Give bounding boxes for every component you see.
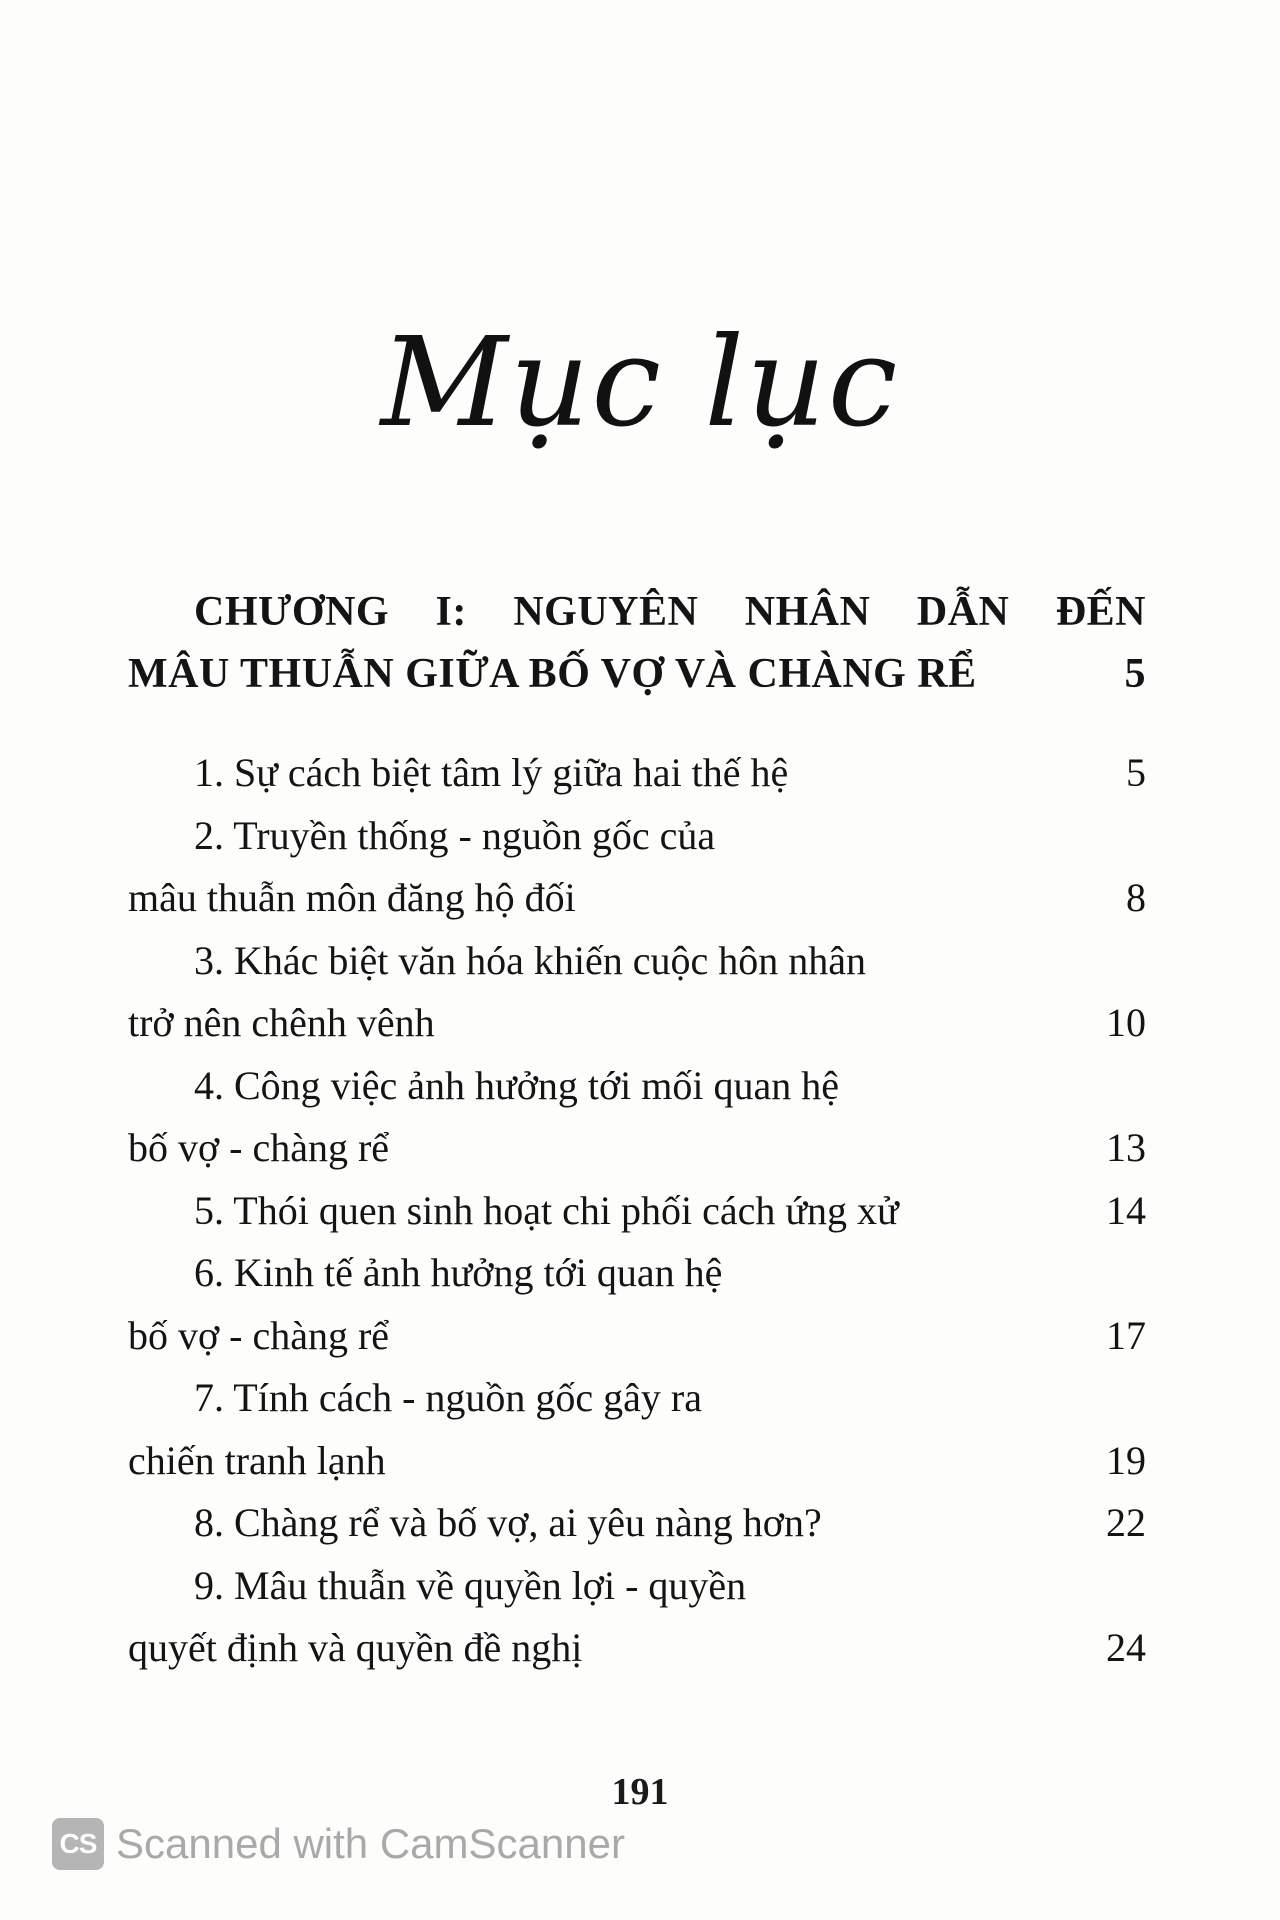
toc-entry-page: 17 bbox=[1106, 1312, 1146, 1358]
toc-entry-text: mâu thuẫn môn đăng hộ đối bbox=[128, 875, 576, 920]
toc-entry bbox=[128, 930, 1146, 993]
camscanner-logo-icon: CS bbox=[52, 1818, 104, 1870]
toc-entry-page: 19 bbox=[1106, 1437, 1146, 1483]
toc-entry-text: 9. Mâu thuẫn về quyền lợi - quyền bbox=[194, 1562, 747, 1608]
toc-entry-text: 6. Kinh tế ảnh hưởng tới quan hệ bbox=[194, 1250, 723, 1295]
toc-entry-text: bố vợ - chàng rể bbox=[128, 1125, 390, 1170]
chapter-heading-line1: CHƯƠNG I: NGUYÊN NHÂN DẪN ĐẾN bbox=[194, 589, 1146, 635]
chapter-heading-text: MÂU THUẪN GIỮA BỐ VỢ VÀ CHÀNG RỂ bbox=[128, 651, 977, 697]
toc-entry bbox=[128, 742, 1146, 805]
page-number: 191 bbox=[611, 1771, 669, 1813]
toc-entry-page: 8 bbox=[1126, 875, 1146, 920]
toc-entry-text: 2. Truyền thống - nguồn gốc của bbox=[194, 812, 716, 858]
toc-entry bbox=[128, 1492, 1146, 1555]
toc-entry-continuation bbox=[128, 1617, 1146, 1680]
toc-entry-page: 24 bbox=[1106, 1625, 1146, 1670]
toc-entry bbox=[128, 1180, 1146, 1243]
toc-entry-page: 14 bbox=[1106, 1187, 1146, 1233]
watermark-text: Scanned with CamScanner bbox=[116, 1820, 625, 1867]
toc-entry-page: 13 bbox=[1106, 1125, 1146, 1170]
toc-entry-text: 7. Tính cách - nguồn gốc gây ra bbox=[194, 1375, 702, 1420]
chapter-heading-line2 bbox=[128, 642, 1146, 706]
toc-entry-text: quyết định và quyền đề nghị bbox=[128, 1625, 583, 1670]
toc-entry-text: 1. Sự cách biệt tâm lý giữa hai thế hệ bbox=[194, 750, 789, 795]
toc-entry-page: 10 bbox=[1106, 1000, 1146, 1045]
toc-entry-text: chiến tranh lạnh bbox=[128, 1437, 386, 1483]
toc-entry-text: 3. Khác biệt văn hóa khiến cuộc hôn nhân bbox=[194, 937, 867, 983]
camscanner-watermark bbox=[52, 1818, 625, 1870]
toc-entry-continuation bbox=[128, 1117, 1146, 1180]
toc-entry-text: 5. Thói quen sinh hoạt chi phối cách ứng xử bbox=[194, 1187, 899, 1233]
toc-entry-continuation bbox=[128, 1430, 1146, 1493]
toc-entry-text: bố vợ - chàng rể bbox=[128, 1312, 390, 1358]
toc-entry bbox=[128, 1555, 1146, 1618]
toc-entry-continuation bbox=[128, 1305, 1146, 1368]
toc-entry-text: 8. Chàng rể và bố vợ, ai yêu nàng hơn? bbox=[194, 1500, 822, 1545]
chapter-heading bbox=[128, 582, 1146, 706]
toc-entry-page: 5 bbox=[1126, 750, 1146, 795]
toc-entry bbox=[128, 805, 1146, 868]
toc-entry-page: 22 bbox=[1106, 1500, 1146, 1545]
page-title: Mục lục bbox=[380, 311, 900, 455]
chapter-page-number: 5 bbox=[1124, 651, 1146, 697]
table-of-contents bbox=[128, 742, 1146, 1680]
toc-entry-continuation bbox=[128, 867, 1146, 930]
toc-entry bbox=[128, 1242, 1146, 1305]
toc-entry-text: 4. Công việc ảnh hưởng tới mối quan hệ bbox=[194, 1062, 839, 1108]
toc-entry-text: trở nên chênh vênh bbox=[128, 1000, 435, 1045]
toc-entry bbox=[128, 1367, 1146, 1430]
toc-entry bbox=[128, 1055, 1146, 1118]
toc-entry-continuation bbox=[128, 992, 1146, 1055]
